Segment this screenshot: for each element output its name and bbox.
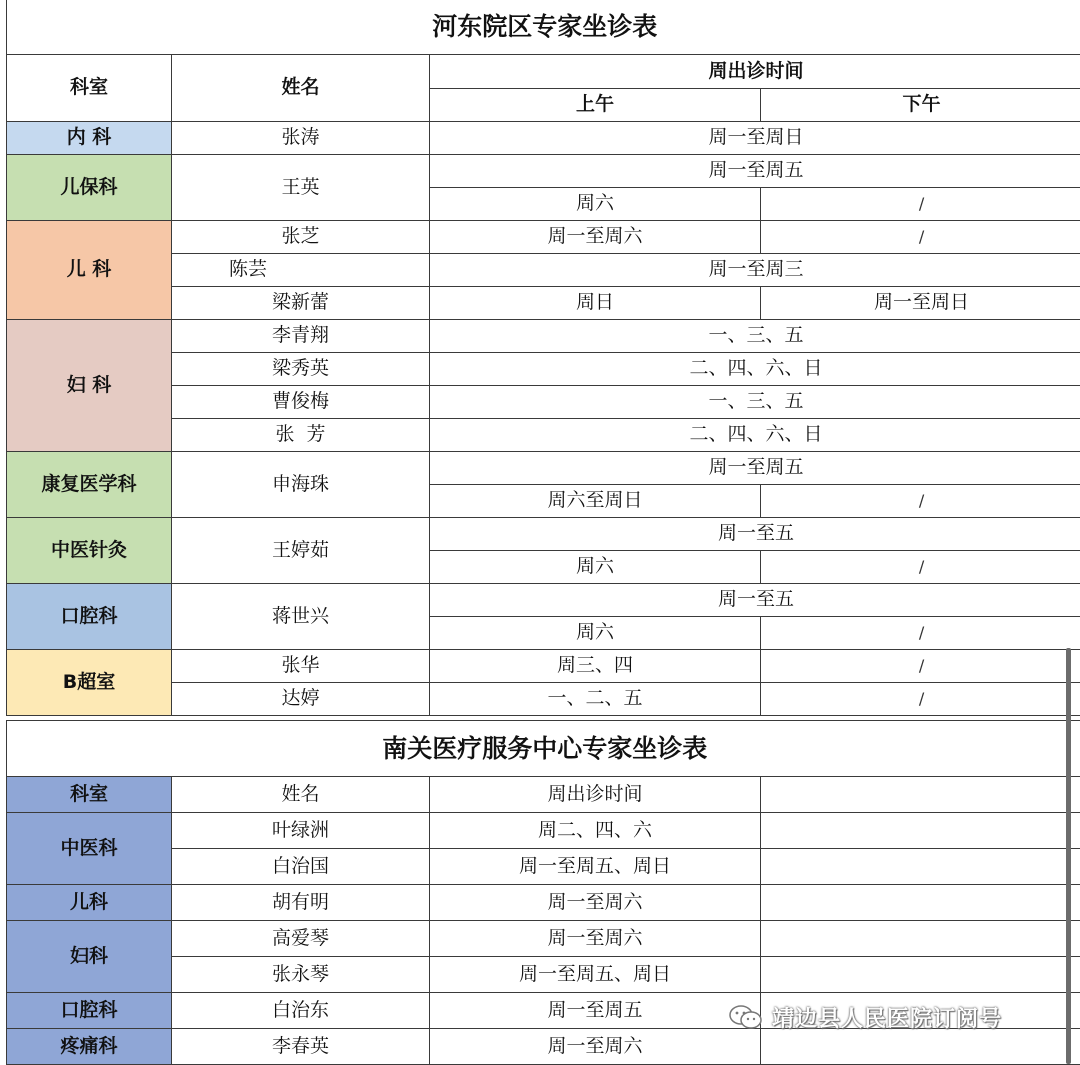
pm-cell: / xyxy=(761,484,1080,517)
header-dept: 科室 xyxy=(7,54,172,121)
header-weekly: 周出诊时间 xyxy=(430,54,1080,88)
doctor-name: 梁新蕾 xyxy=(172,286,430,319)
am-cell: 周日 xyxy=(430,286,761,319)
schedule-cell: 一、三、五 xyxy=(430,319,1080,352)
doctor-name: 白治东 xyxy=(172,993,430,1029)
schedule-cell: 周一至周五 xyxy=(430,154,1080,187)
pm-cell: / xyxy=(761,682,1080,715)
empty-cell xyxy=(761,777,1080,813)
schedule-cell: 二、四、六、日 xyxy=(430,352,1080,385)
dept-cell: 疼痛科 xyxy=(7,1029,172,1065)
schedule-cell: 周一至周五 xyxy=(430,451,1080,484)
schedule-cell: 周一至周三 xyxy=(430,253,1080,286)
schedule-cell: 周一至周五、周日 xyxy=(430,849,761,885)
dept-cell: 妇 科 xyxy=(7,319,172,451)
doctor-name: 申海珠 xyxy=(172,451,430,517)
empty-cell xyxy=(761,885,1080,921)
empty-cell xyxy=(761,813,1080,849)
doctor-name: 胡有明 xyxy=(172,885,430,921)
table-row xyxy=(7,885,1080,921)
dept-cell: 中医科 xyxy=(7,813,172,885)
schedule-cell: 二、四、六、日 xyxy=(430,418,1080,451)
schedule-cell: 周一至周六 xyxy=(430,921,761,957)
doctor-name: 高爱琴 xyxy=(172,921,430,957)
schedule-cell: 周二、四、六 xyxy=(430,813,761,849)
schedule-cell: 周一至周日 xyxy=(430,121,1080,154)
table-row xyxy=(7,777,1080,813)
doctor-name: 张涛 xyxy=(172,121,430,154)
schedule-cell: 周一至周六 xyxy=(430,885,761,921)
doctor-name: 梁秀英 xyxy=(172,352,430,385)
schedule-cell: 周一至五 xyxy=(430,583,1080,616)
pm-cell: / xyxy=(761,550,1080,583)
wechat-icon xyxy=(728,1004,764,1030)
doctor-name: 达婷 xyxy=(172,682,430,715)
empty-cell xyxy=(761,957,1080,993)
dept-cell: 内 科 xyxy=(7,121,172,154)
nanguan-title: 南关医疗服务中心专家坐诊表 xyxy=(7,721,1080,777)
am-cell: 周三、四 xyxy=(430,649,761,682)
dept-cell: 口腔科 xyxy=(7,583,172,649)
header-dept: 科室 xyxy=(7,777,172,813)
dept-cell: 妇科 xyxy=(7,921,172,993)
pm-cell: / xyxy=(761,649,1080,682)
table-row xyxy=(7,583,1080,616)
am-cell: 周一至周六 xyxy=(430,220,761,253)
header-name: 姓名 xyxy=(172,54,430,121)
am-cell: 周六 xyxy=(430,616,761,649)
doctor-name: 叶绿洲 xyxy=(172,813,430,849)
schedule-cell: 周一至周六 xyxy=(430,1029,761,1065)
doctor-name: 王婷茹 xyxy=(172,517,430,583)
am-cell: 一、二、五 xyxy=(430,682,761,715)
schedule-cell: 周一至周五 xyxy=(430,993,761,1029)
table-row xyxy=(7,649,1080,682)
dept-cell: 儿科 xyxy=(7,885,172,921)
header-weekly: 周出诊时间 xyxy=(430,777,761,813)
doctor-name: 李春英 xyxy=(172,1029,430,1065)
doctor-name: 张永琴 xyxy=(172,957,430,993)
schedule-cell: 周一至五 xyxy=(430,517,1080,550)
pm-cell: / xyxy=(761,187,1080,220)
am-cell: 周六 xyxy=(430,187,761,220)
watermark-text: 靖边县人民医院订阅号 xyxy=(772,1002,1002,1033)
dept-cell: 康复医学科 xyxy=(7,451,172,517)
header-name: 姓名 xyxy=(172,777,430,813)
table-row xyxy=(7,451,1080,484)
doctor-name: 李青翔 xyxy=(172,319,430,352)
table-row xyxy=(7,921,1080,957)
pm-cell: / xyxy=(761,616,1080,649)
scrollbar[interactable] xyxy=(1066,648,1071,1064)
am-cell: 周六 xyxy=(430,550,761,583)
table-row xyxy=(7,319,1080,352)
doctor-name: 张芝 xyxy=(172,220,430,253)
dept-cell: 儿保科 xyxy=(7,154,172,220)
header-am: 上午 xyxy=(430,88,761,121)
doctor-name: 曹俊梅 xyxy=(172,385,430,418)
pm-cell: 周一至周日 xyxy=(761,286,1080,319)
doctor-name: 白治国 xyxy=(172,849,430,885)
hedong-schedule-table xyxy=(6,0,1080,716)
table-row xyxy=(7,517,1080,550)
doctor-name: 张 芳 xyxy=(172,418,430,451)
watermark xyxy=(728,1000,1058,1034)
table-row xyxy=(7,220,1080,253)
doctor-name: 陈芸 xyxy=(172,253,430,286)
dept-cell: 儿 科 xyxy=(7,220,172,319)
dept-cell: B超室 xyxy=(7,649,172,715)
am-cell: 周六至周日 xyxy=(430,484,761,517)
doctor-name: 王英 xyxy=(172,154,430,220)
header-pm: 下午 xyxy=(761,88,1080,121)
hedong-title: 河东院区专家坐诊表 xyxy=(7,0,1080,54)
schedule-cell: 一、三、五 xyxy=(430,385,1080,418)
empty-cell xyxy=(761,849,1080,885)
table-row xyxy=(7,813,1080,849)
dept-cell: 中医针灸 xyxy=(7,517,172,583)
dept-cell: 口腔科 xyxy=(7,993,172,1029)
schedule-cell: 周一至周五、周日 xyxy=(430,957,761,993)
table-row xyxy=(7,154,1080,187)
doctor-name: 蒋世兴 xyxy=(172,583,430,649)
doctor-name: 张华 xyxy=(172,649,430,682)
pm-cell: / xyxy=(761,220,1080,253)
empty-cell xyxy=(761,921,1080,957)
table-row xyxy=(7,121,1080,154)
